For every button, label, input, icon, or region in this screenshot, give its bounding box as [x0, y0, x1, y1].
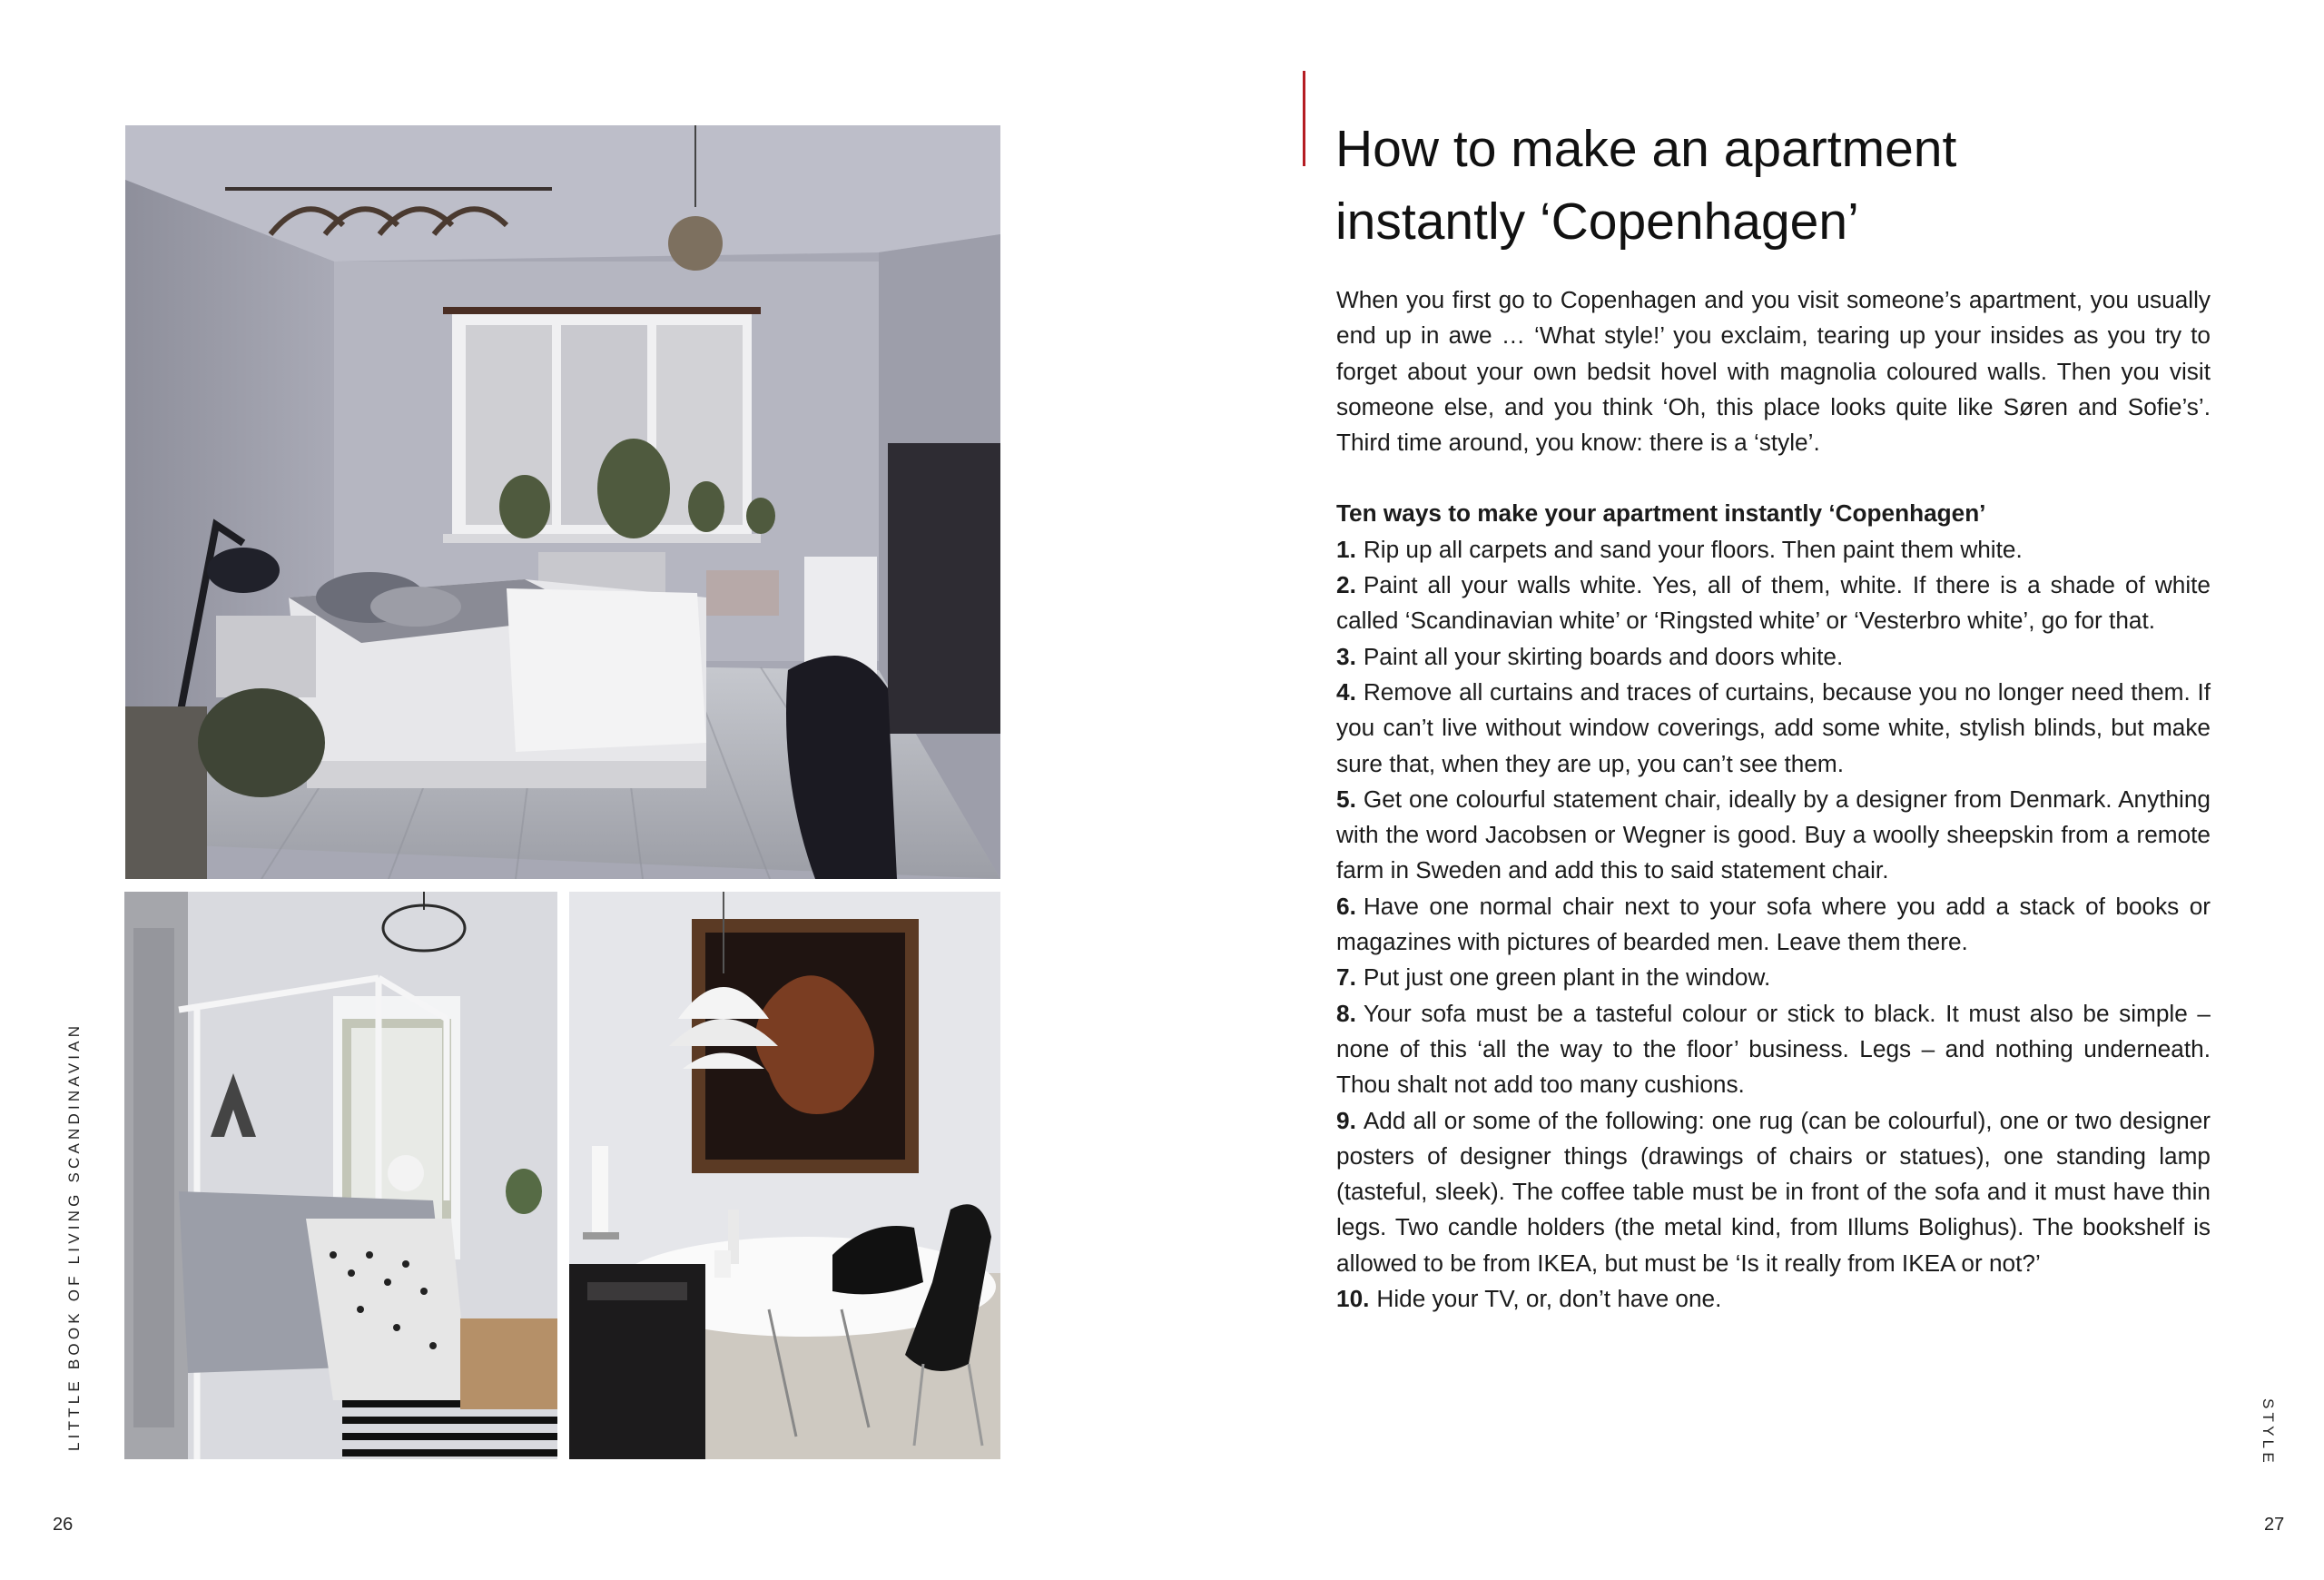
list-item [1336, 532, 2211, 568]
list-item-number: 2. [1336, 571, 1356, 599]
spine-book-title: LITTLE BOOK OF LIVING SCANDINAVIAN [65, 1022, 83, 1451]
list-item [1336, 960, 2211, 995]
list-item [1336, 675, 2211, 782]
list-item-number: 1. [1336, 535, 1356, 563]
list-item-number: 10. [1336, 1285, 1370, 1313]
right-page [1162, 0, 2324, 1580]
list-item-number: 6. [1336, 892, 1356, 920]
title-line-2: instantly ‘Copenhagen’ [1335, 193, 1859, 251]
list-item-number: 9. [1336, 1106, 1356, 1134]
title-line-1: How to make an apartment [1335, 120, 1957, 178]
list-item-text: Hide your TV, or, don’t have one. [1376, 1285, 1722, 1313]
article-body [1336, 282, 2211, 1317]
list-item [1336, 889, 2211, 961]
accent-rule [1303, 71, 1305, 166]
list-item-number: 8. [1336, 999, 1356, 1027]
list-item [1336, 1281, 2211, 1317]
list-item-text: Rip up all carpets and sand your floors. Then paint them white. [1363, 535, 2023, 563]
intro-paragraph: When you first go to Copenhagen and you visit someone’s apartment, you usually end up in awe … ‘What style!’ you exclaim, tearing up your insides as you try to forget about your own bedsit hovel with magnolia coloured walls. Then you visit someone else, and you think ‘Oh, this place looks quite like Søren and Sofie’s’. Third time around, you know: there is a ‘style’. [1336, 286, 2211, 457]
list-item-text: Get one colourful statement chair, ideally by a designer from Denmark. Anything with the word Jacobsen or Wegner is good. Buy a woolly sheepskin from a remote farm in Sweden and add this to said statement chair. [1336, 785, 2211, 884]
list-item-text: Have one normal chair next to your sofa where you add a stack of books or magazines with pictures of bearded men. Leave them there. [1336, 892, 2211, 956]
page-title [1335, 113, 2080, 258]
list-item [1336, 568, 2211, 639]
page-number-left: 26 [53, 1515, 74, 1535]
list-item-number: 7. [1336, 963, 1356, 992]
page-number-right: 27 [2264, 1515, 2285, 1535]
list-item-number: 4. [1336, 677, 1356, 706]
list-heading: Ten ways to make your apartment instantly ‘Copenhagen’ [1336, 499, 1986, 528]
list-item-text: Paint all your skirting boards and doors white. [1363, 642, 1844, 670]
list-item-text: Remove all curtains and traces of curtains, because you no longer need them. If you can’t live without window coverings, add some white, stylish blinds, but make sure that, when they are up, you can’t see them. [1336, 677, 2211, 777]
list-item-text: Your sofa must be a tasteful colour or stick to black. It must also be simple – none of this ‘all the way to the floor’ business. Legs – and nothing underneath. Thou shalt not add too many cushions. [1336, 999, 2211, 1099]
list-item [1336, 996, 2211, 1103]
list-item [1336, 1103, 2211, 1281]
list-item [1336, 639, 2211, 675]
bedroom-photo [125, 125, 1000, 879]
list-item-text: Paint all your walls white. Yes, all of them, white. If there is a shade of white called ‘Scandinavian white’ or ‘Ringsted white’ or ‘Vesterbro white’, go for that. [1336, 571, 2211, 635]
canopy-bed-photo [124, 892, 557, 1459]
list-item [1336, 782, 2211, 889]
list-item-text: Add all or some of the following: one rug (can be colourful), one or two designer posters of designer things (drawings of chairs or statues), one standing lamp (tasteful, sleek). The coffee table must be in front of the sofa and it must have thin legs. Two candle holders (the metal kind, from Illums Bolighus). The bookshelf is allowed to be from IKEA, but must be ‘Is it really from IKEA or not?’ [1336, 1106, 2211, 1277]
list-item-number: 3. [1336, 642, 1356, 670]
list-item-text: Put just one green plant in the window. [1363, 963, 1771, 992]
dining-photo [569, 892, 1000, 1459]
spine-section-title: STYLE [2260, 1398, 2277, 1466]
list-item-number: 5. [1336, 785, 1356, 813]
